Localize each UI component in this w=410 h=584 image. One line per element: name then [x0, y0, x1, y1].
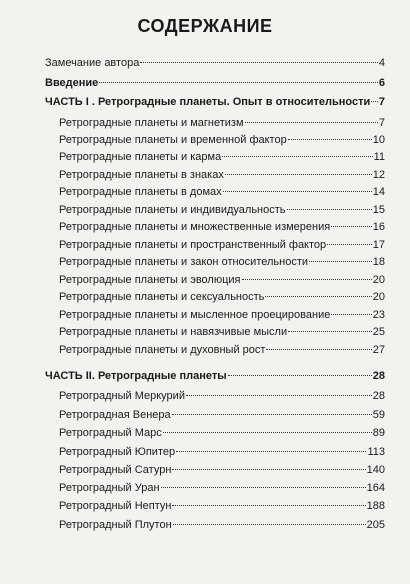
toc-entry-page: 28	[372, 390, 385, 402]
toc-entry-page: 89	[372, 427, 385, 439]
leader-dots	[245, 122, 378, 123]
toc-part-label: ЧАСТЬ I . Ретроградные планеты. Опыт в относительности	[45, 96, 371, 108]
toc-entry-label: Ретроградные планеты в домах	[59, 186, 222, 198]
toc-entry	[59, 446, 385, 459]
toc-entry	[59, 519, 385, 532]
toc-entry	[59, 390, 385, 403]
toc-entry-page: 6	[378, 77, 385, 89]
toc-entry-page: 17	[372, 239, 385, 251]
toc-entry	[59, 291, 385, 304]
toc-entry	[59, 274, 385, 287]
toc-entry-page: 14	[372, 186, 385, 198]
toc-entry-label: Ретроградные планеты и магнетизм	[59, 117, 244, 129]
toc-entry-page: 20	[372, 291, 385, 303]
toc-entry-page: 164	[366, 482, 385, 494]
toc-entry-page: 59	[372, 409, 385, 421]
toc-entry-label: Ретроградные планеты и временной фактор	[59, 134, 287, 146]
toc-entry-label: Ретроградные планеты и мысленное проецирование	[59, 309, 331, 321]
toc-entry-label: Ретроградные планеты и духовный рост	[59, 344, 266, 356]
toc-entry-label: Ретроградная Венера	[59, 409, 171, 421]
toc-entry-label: Замечание автора	[45, 57, 140, 69]
leader-dots	[222, 156, 372, 157]
leader-dots	[99, 82, 378, 83]
leader-dots	[228, 375, 372, 376]
toc-entry-page: 12	[372, 169, 385, 181]
leader-dots	[242, 279, 372, 280]
leader-dots	[371, 101, 378, 102]
leader-dots	[266, 349, 371, 350]
toc-entry-page: 7	[378, 117, 385, 129]
toc-part-label: ЧАСТЬ II. Ретроградные планеты	[45, 370, 227, 382]
toc-entry-page: 113	[367, 446, 385, 458]
toc-entry-label: Ретроградный Плутон	[59, 519, 172, 531]
toc-entry-page: 16	[372, 221, 385, 233]
toc-entry-page: 27	[372, 344, 385, 356]
leader-dots	[172, 469, 365, 470]
toc-part-2	[45, 370, 385, 383]
toc-entry	[59, 151, 385, 164]
toc-entry-page: 20	[372, 274, 385, 286]
toc-entry	[59, 256, 385, 269]
toc-part-1	[45, 96, 385, 109]
leader-dots	[163, 432, 372, 433]
leader-dots	[309, 261, 372, 262]
leader-dots	[331, 314, 371, 315]
toc-part-page: 7	[378, 96, 385, 108]
toc-entry-page: 11	[373, 151, 385, 163]
leader-dots	[172, 505, 365, 506]
toc-entry	[59, 500, 385, 513]
toc-entry-page: 188	[366, 500, 385, 512]
toc-entry	[59, 186, 385, 199]
toc-entry-label: Ретроградный Меркурий	[59, 390, 185, 402]
toc-entry-label: Ретроградные планеты и карма	[59, 151, 222, 163]
toc-entry	[59, 169, 385, 182]
leader-dots	[223, 191, 372, 192]
toc-entry	[59, 134, 385, 147]
toc-entry-label: Ретроградные планеты и эволюция	[59, 274, 241, 286]
toc-entry-label: Ретроградные планеты и пространственный фактор	[59, 239, 327, 251]
leader-dots	[186, 395, 372, 396]
toc-entry-label: Ретроградный Нептун	[59, 500, 172, 512]
page-title: СОДЕРЖАНИЕ	[137, 16, 273, 36]
leader-dots	[331, 226, 372, 227]
toc-entry-label: Ретроградные планеты и закон относительности	[59, 256, 309, 268]
toc-entry-page: 4	[378, 57, 385, 69]
toc-entry-page: 140	[366, 464, 385, 476]
toc-entry	[59, 482, 385, 495]
toc-entry-label: Ретроградный Уран	[59, 482, 160, 494]
toc-entry-label: Ретроградный Марс	[59, 427, 162, 439]
toc-entry	[59, 309, 385, 322]
toc-entry	[59, 326, 385, 339]
toc-entry-page: 10	[372, 134, 385, 146]
toc-entry-page: 25	[372, 326, 385, 338]
toc-entry-label: Ретроградный Сатурн	[59, 464, 172, 476]
toc-entry-label: Ретроградный Юпитер	[59, 446, 176, 458]
toc-entry-label: Ретроградные планеты и навязчивые мысли	[59, 326, 288, 338]
leader-dots	[327, 244, 372, 245]
toc-part-page: 28	[372, 370, 385, 382]
toc-entry-label: Ретроградные планеты и индивидуальность	[59, 204, 286, 216]
toc-entry-label: Ретроградные планеты в знаках	[59, 169, 224, 181]
leader-dots	[173, 524, 366, 525]
toc-entry-label: Ретроградные планеты и сексуальность	[59, 291, 265, 303]
toc-entry-label: Ретроградные планеты и множественные измерения	[59, 221, 331, 233]
leader-dots	[287, 209, 372, 210]
toc-entry-introduction	[45, 77, 385, 90]
leader-dots	[265, 296, 371, 297]
leader-dots	[172, 414, 372, 415]
toc-entry	[59, 464, 385, 477]
leader-dots	[288, 139, 372, 140]
leader-dots	[161, 487, 366, 488]
leader-dots	[288, 331, 372, 332]
toc-entry	[59, 344, 385, 357]
leader-dots	[140, 62, 378, 63]
toc-entry-page: 23	[372, 309, 385, 321]
toc-entry-page: 15	[372, 204, 385, 216]
toc-entry-page: 18	[372, 256, 385, 268]
toc-entry	[59, 427, 385, 440]
toc-entry	[59, 221, 385, 234]
toc-entry	[59, 239, 385, 252]
toc-entry-author-note	[45, 57, 385, 70]
toc-entry	[59, 409, 385, 422]
toc-entry	[59, 117, 385, 130]
leader-dots	[225, 174, 372, 175]
toc-entry-label: Введение	[45, 77, 99, 89]
leader-dots	[176, 451, 366, 452]
toc-entry-page: 205	[366, 519, 385, 531]
toc-entry	[59, 204, 385, 217]
